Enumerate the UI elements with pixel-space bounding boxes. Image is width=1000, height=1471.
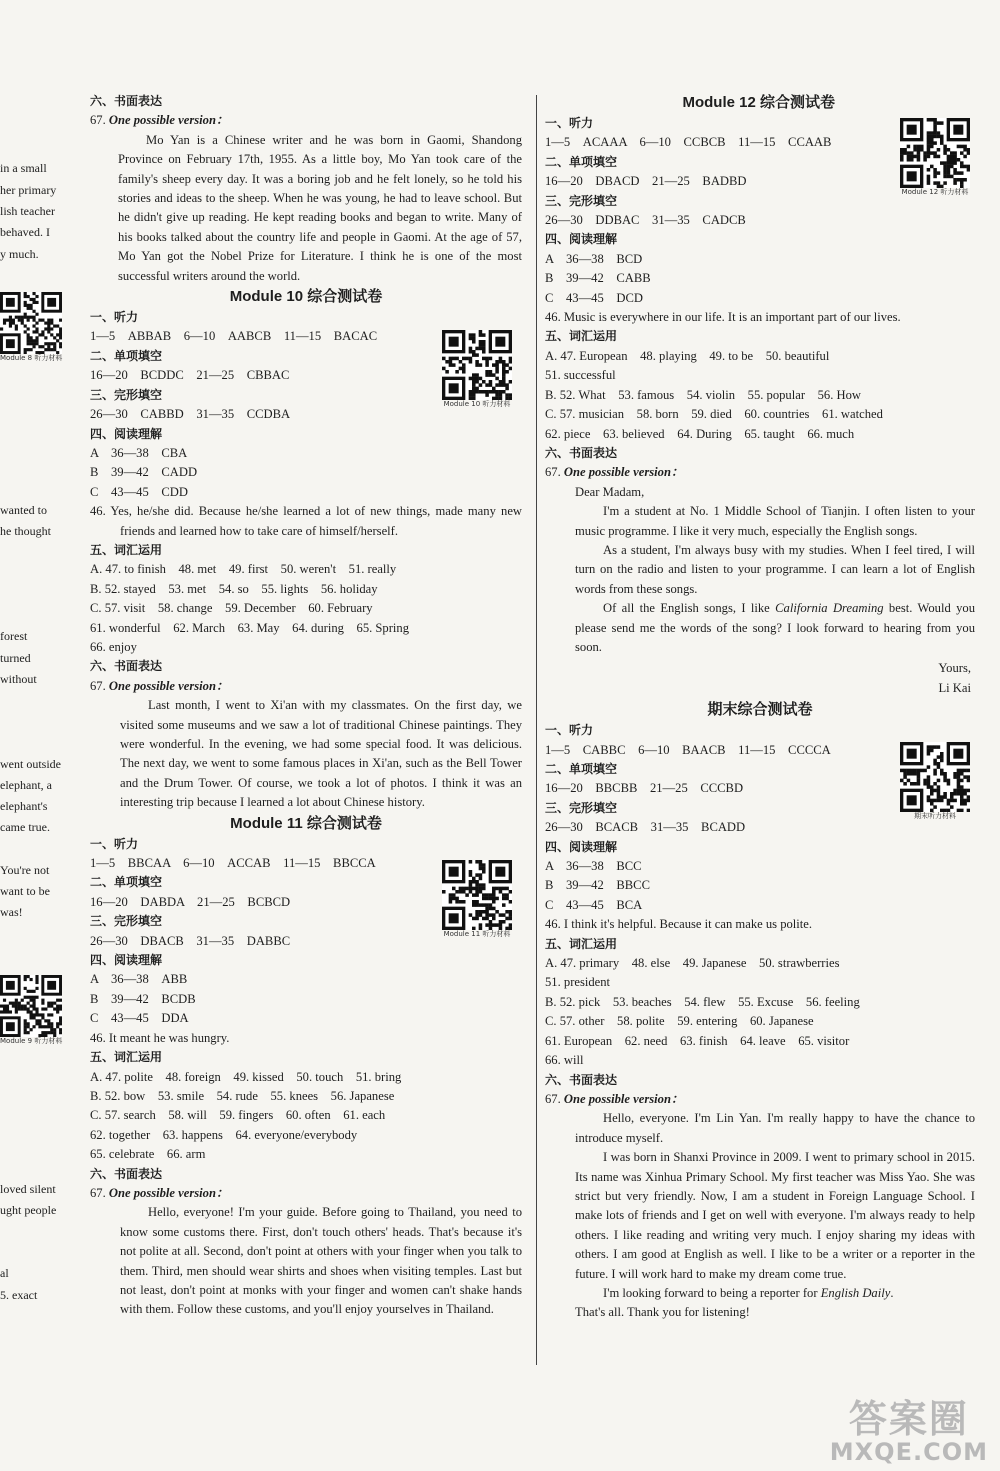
qr-caption: 期末听力材料 [914,812,956,820]
module11-title: Module 11 综合测试卷 [230,814,382,832]
version-label: One possible version： [563,465,684,480]
letter-salutation: Dear Madam, [575,484,645,499]
qr-code-module12[interactable] [900,118,970,196]
answer-46: 46. It meant he was hungry. [90,1030,230,1045]
section-heading: 六、书面表达 [90,1166,163,1181]
answer-line: 16—20 BCDDC 21—25 CBBAC [90,368,290,383]
watermark-logo: 答案圈 [848,1397,969,1441]
watermark [830,1399,988,1465]
section-heading: 三、完形填空 [90,914,163,929]
section-heading: 四、阅读理解 [90,953,163,968]
answer-line: A 36—38 BCC [545,859,642,874]
strip-line: elephant's [0,799,48,813]
answer-line: B. 52. bow 53. smile 54. rude 55. knees 56. Japanese [90,1088,395,1103]
answer-line: B 39—42 BCDB [90,991,196,1006]
answer-line: 26—30 DBACB 31—35 DABBC [90,933,291,948]
answer-46: 46. Yes, he/she did. Because he/she learned a lot of new things, made many new friends and learned how to take care of himself/herself. [90,504,522,538]
strip-line: al [0,1266,9,1280]
qr-code-module9[interactable] [0,975,62,1053]
strip-line: want to be [0,884,50,898]
answer-line: A. 47. primary 48. else 49. Japanese 50. strawberries [545,956,840,971]
essay-text: Mo Yan is a Chinese writer and he was born in Gaomi, Shandong Province on February 17th, 1955. As a little boy, Mo Yan took care of the family's sheep every day. It was a boring job and he felt lonely, so he told his stories and ideas to the sheep. When he was young, he had to leave school. But he didn't give up reading. He kept reading books and began to write. Many of his books talked about the country life and people in Gaomi. At the age of 57, Mo Yan got the Nobel Prize for Literature. I think he is one of the most successful writers around the world. [118,132,522,283]
essay-paragraph [545,1284,975,1303]
strip-line: turned [0,651,31,665]
answer-line: A 36—38 ABB [90,972,188,987]
section-heading: 二、单项填空 [545,762,618,776]
answer-line: C. 57. search 58. will 59. fingers 60. often 61. each [90,1108,386,1123]
answer-line: A 36—38 BCD [545,251,643,266]
strip-line: was! [0,905,23,919]
qr-caption: Module 10 听力材料 [443,400,511,408]
section-heading: 一、听力 [90,310,139,325]
essay-paragraph: Hello, everyone. I'm Lin Yan. I'm really happy to have the chance to introduce myself. [575,1111,975,1145]
letter-closing: Yours, [938,661,971,676]
strip-line: 5. exact [0,1288,38,1302]
section-heading: 三、完形填空 [545,800,618,815]
section-heading: 五、词汇运用 [90,1050,163,1065]
qr-code-icon [0,292,62,354]
strip-line: forest [0,629,28,643]
section-heading: 二、单项填空 [90,875,163,890]
answer-line: 26—30 DDBAC 31—35 CADCB [545,213,746,228]
watermark-url: MXQE.COM [829,1438,988,1466]
strip-line: in a small [0,161,47,175]
strip-line: ught people [0,1203,57,1217]
answer-line: B. 52. stayed 53. met 54. so 55. lights 56. holiday [90,581,378,596]
module10-title: Module 10 综合测试卷 [229,288,383,306]
essay-paragraph: I was born in Shanxi Province in 2009. I went to primary school in 2015. Its name was Xinhua Primary School. My first teacher was Miss Yao. She was strict but very friendly. Now, I am a student in Foreign Language School. I make lots of friends and I get on well with everyone. I'm always ready to help others. I like reading and writing very much. I enjoy sharing my ideas with others. I am good at English as well. I like to be a writer or a reporter in the future. I will work hard to make my dream come true. [575,1150,975,1281]
section-heading: 四、阅读理解 [545,839,618,854]
publication-title: English Daily [820,1285,891,1300]
answer-line: C. 57. musician 58. born 59. died 60. countries 61. watched [545,407,883,422]
answer-line: 1—5 CABBC 6—10 BAACB 11—15 CCCCA [545,742,831,757]
answer-line: 1—5 BBCAA 6—10 ACCAB 11—15 BBCCA [90,856,376,871]
answer-line: A. 47. polite 48. foreign 49. kissed 50. touch 51. bring [90,1069,402,1084]
answer-line: C 43—45 BCA [545,897,643,912]
text-span: I'm looking forward to being a reporter for [603,1285,821,1300]
essay-paragraph: That's all. Thank you for listening! [575,1305,750,1320]
answer-line: A. 47. European 48. playing 49. to be 50. beautiful [545,348,830,363]
answer-line: 66. will [545,1053,584,1068]
qr-code-icon [0,975,62,1037]
question-number: 67. [545,1091,561,1106]
section-heading: 三、完形填空 [545,193,618,208]
left-column [90,92,522,1320]
answer-line: 26—30 CABBD 31—35 CCDBA [90,407,291,422]
answer-line: 61. wonderful 62. March 63. May 64. during 65. Spring [90,620,410,635]
answer-line: 51. president [545,975,611,990]
strip-line: her primary [0,183,57,197]
answer-line: C 43—45 DCD [545,290,643,305]
section-heading: 一、听力 [545,116,594,130]
answer-line: 62. piece 63. believed 64. During 65. taught 66. much [545,426,855,441]
section-heading: 一、听力 [545,723,594,738]
answer-line: 51. successful [545,368,616,383]
essay-text: Last month, I went to Xi'an with my classmates. On the first day, we visited some museums and we saw a lot of traditional Chinese paintings. They were wonderful. In the evening, we had some special food. It was delicious. The next day, we went to some famous places in Xi'an, such as the Bell Tower and the Drum Tower. Of course, we took a lot of photos. I think it was an interesting trip because I learned a lot about Chinese history. [120,698,522,810]
answer-line: 16—20 DBACD 21—25 BADBD [545,174,747,189]
qr-code-icon [900,742,970,812]
qr-code-module11[interactable] [442,860,512,938]
answer-line: C. 57. visit 58. change 59. December 60. February [90,601,373,616]
answer-line: A 36—38 CBA [90,445,188,460]
answer-line: 66. enjoy [90,639,137,654]
letter-signature: Li Kai [938,680,971,695]
strip-line: he thought [0,524,51,538]
version-label: One possible version： [108,1185,229,1200]
question-number: 67. [90,1185,106,1200]
section-heading: 一、听力 [90,836,139,851]
strip-line: lish teacher [0,204,55,218]
letter-paragraph [545,599,975,657]
answer-line: 62. together 63. happens 64. everyone/everybody [90,1127,358,1142]
module12-title: Module 12 综合测试卷 [682,94,835,111]
answer-line: 26—30 BCACB 31—35 BCADD [545,820,746,835]
section-heading: 四、阅读理解 [90,426,163,441]
answer-46: 46. I think it's helpful. Because it can make us polite. [545,917,813,932]
text-span: best. Would you please send me the words of the song? I look forward to hearing from you soon. [575,601,975,654]
answer-46: 46. Music is everywhere in our life. It is an important part of our lives. [545,310,901,325]
section-heading: 二、单项填空 [545,154,618,169]
answer-line: 61. European 62. need 63. finish 64. leave 65. visitor [545,1033,850,1048]
section-heading: 五、词汇运用 [545,936,618,951]
question-number: 67. [545,465,561,480]
qr-code-icon [442,860,512,930]
answer-line: 16—20 BBCBB 21—25 CCCBD [545,781,744,796]
answer-line: 1—5 ABBAB 6—10 AABCB 11—15 BACAC [90,329,378,344]
section-heading: 二、单项填空 [90,348,163,363]
qr-code-icon [900,118,970,188]
strip-line: came true. [0,820,50,834]
qr-caption: Module 8 听力材料 [0,354,63,362]
qr-caption: Module 12 听力材料 [901,188,969,196]
answer-line: B. 52. What 53. famous 54. violin 55. popular 56. How [545,387,861,402]
essay-text: Hello, everyone! I'm your guide. Before going to Thailand, you need to know some customs there. First, don't touch others' heads. That's because it's not polite at all. Second, don't point at others with your finger when you talk to them. Third, men should wear shirts and shoes when visiting temples. Last but not least, don't point at monks with your finger and women can't shake hands with them. Follow these customs, and you'll enjoy yourselves in Thailand. [120,1205,522,1317]
section-heading: 六、书面表达 [545,445,618,460]
section-heading: 六、书面表达 [545,1072,618,1087]
section-heading: 五、词汇运用 [545,329,618,344]
text-span: Of all the English songs, I like [603,601,776,616]
letter-paragraph: As a student, I'm always busy with my studies. When I feel tired, I will turn on the radio and listen to your programme. I can learn a lot of English words from these songs. [575,542,975,596]
text-span: . [890,1285,894,1300]
section-heading: 三、完形填空 [90,387,163,402]
answer-line: 1—5 ACAAA 6—10 CCBCB 11—15 CCAAB [545,135,832,150]
section-heading: 六、书面表达 [90,659,163,674]
qr-code-final[interactable] [900,742,970,820]
letter-paragraph: I'm a student at No. 1 Middle School of Tianjin. I often listen to your music programme. I like it very much, especially the English songs. [575,504,975,538]
strip-line: You're not [0,863,50,877]
answer-line: C. 57. other 58. polite 59. entering 60. Japanese [545,1014,814,1029]
section-heading: 四、阅读理解 [545,232,618,247]
answer-line: B 39—42 CADD [90,465,198,480]
section-heading: 六、书面表达 [90,94,163,108]
strip-line: behaved. I [0,225,50,239]
strip-line: wanted to [0,503,47,517]
answer-line: C 43—45 DDA [90,1011,189,1026]
qr-caption: Module 9 听力材料 [0,1037,63,1045]
question-number: 67. [90,678,106,693]
strip-line: without [0,672,37,686]
strip-line: y much. [0,247,39,261]
qr-code-module8[interactable] [0,292,62,370]
column-divider [536,95,537,1365]
strip-line: went outside [0,757,61,771]
version-label: One possible version： [563,1091,684,1106]
qr-caption: Module 11 听力材料 [443,930,511,938]
strip-line: elephant, a [0,778,52,792]
question-number: 67. [90,113,106,128]
version-label: One possible version： [108,113,229,128]
answer-line: A. 47. to finish 48. met 49. first 50. weren't 51. really [90,562,397,577]
answer-line: B 39—42 BBCC [545,878,650,893]
answer-line: C 43—45 CDD [90,484,188,499]
version-label: One possible version： [108,678,229,693]
answer-line: B 39—42 CABB [545,271,651,286]
answer-line: B. 52. pick 53. beaches 54. flew 55. Excuse 56. feeling [545,994,860,1009]
final-exam-title: 期末综合测试卷 [707,701,813,719]
qr-code-module10[interactable] [442,330,512,408]
strip-line: loved silent [0,1182,56,1196]
answer-line: 16—20 DABDA 21—25 BCBCD [90,894,291,909]
section-heading: 五、词汇运用 [90,542,163,557]
right-column [545,92,975,1323]
qr-code-icon [442,330,512,400]
song-title: California Dreaming [775,601,884,616]
answer-line: 65. celebrate 66. arm [90,1147,206,1162]
